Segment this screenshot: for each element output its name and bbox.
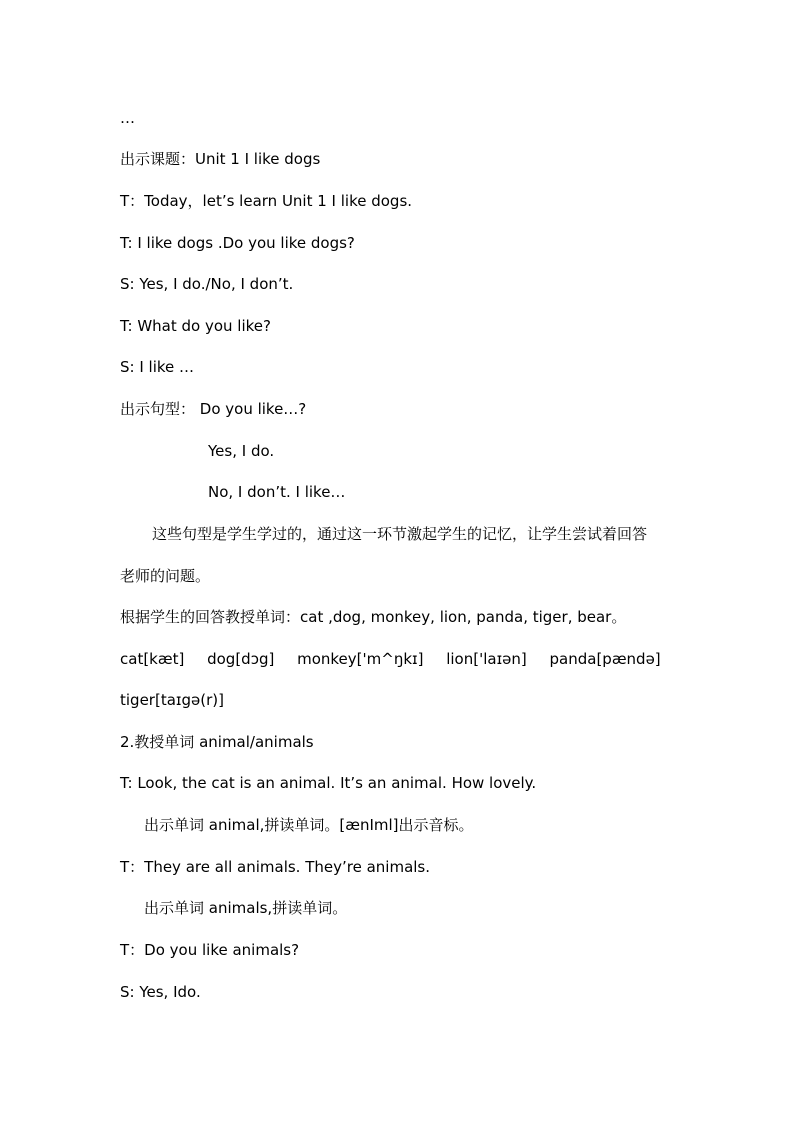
sentence-pattern-line: Yes, I do. (208, 442, 275, 460)
dialogue-line: T：Do you like animals? (120, 941, 300, 959)
sentence-pattern-line: No, I don’t. I like… (208, 483, 346, 501)
paragraph-line: 这些句型是学生学过的，通过这一环节激起学生的记忆，让学生尝试着回答 (152, 525, 648, 543)
phonetic-item: cat[kæt] (120, 650, 185, 668)
phonetic-item: lion['laɪən] (446, 650, 527, 668)
dialogue-line: S: Yes, I do./No, I don’t. (120, 275, 294, 293)
paragraph-line: 老师的问题。 (120, 567, 211, 585)
dialogue-line: T: I like dogs .Do you like dogs? (120, 234, 355, 252)
dialogue-line: T: What do you like? (120, 317, 271, 335)
phonetic-item: panda[pændə] (549, 650, 661, 668)
dialogue-line: T：They are all animals. They’re animals. (120, 858, 431, 876)
instruction-line: 出示单词 animal,拼读单词。[ænIml]出示音标。 (144, 816, 474, 834)
vocabulary-line: 根据学生的回答教授单词：cat ,dog, monkey, lion, panda, tiger, bear。 (120, 608, 627, 626)
phonetic-item: dog[dɔg] (207, 650, 275, 668)
section-heading: 2.教授单词 animal/animals (120, 733, 314, 751)
lesson-title-line: 出示课题：Unit 1 I like dogs (120, 150, 321, 168)
dialogue-line: S: I like … (120, 358, 195, 376)
dialogue-line: S: Yes, Ido. (120, 983, 201, 1001)
phonetics-line: tiger[taɪgə(r)] (120, 691, 224, 709)
sentence-pattern-line: 出示句型： Do you like…? (120, 400, 307, 418)
instruction-line: 出示单词 animals,拼读单词。 (144, 899, 348, 917)
phonetic-item: monkey['m^ŋkɪ] (297, 650, 424, 668)
dialogue-line: T: Look, the cat is an animal. It’s an animal. How lovely. (120, 774, 537, 792)
ellipsis-line: … (120, 109, 135, 127)
phonetics-line (120, 649, 661, 669)
dialogue-line: T：Today，let’s learn Unit 1 I like dogs. (120, 192, 413, 210)
